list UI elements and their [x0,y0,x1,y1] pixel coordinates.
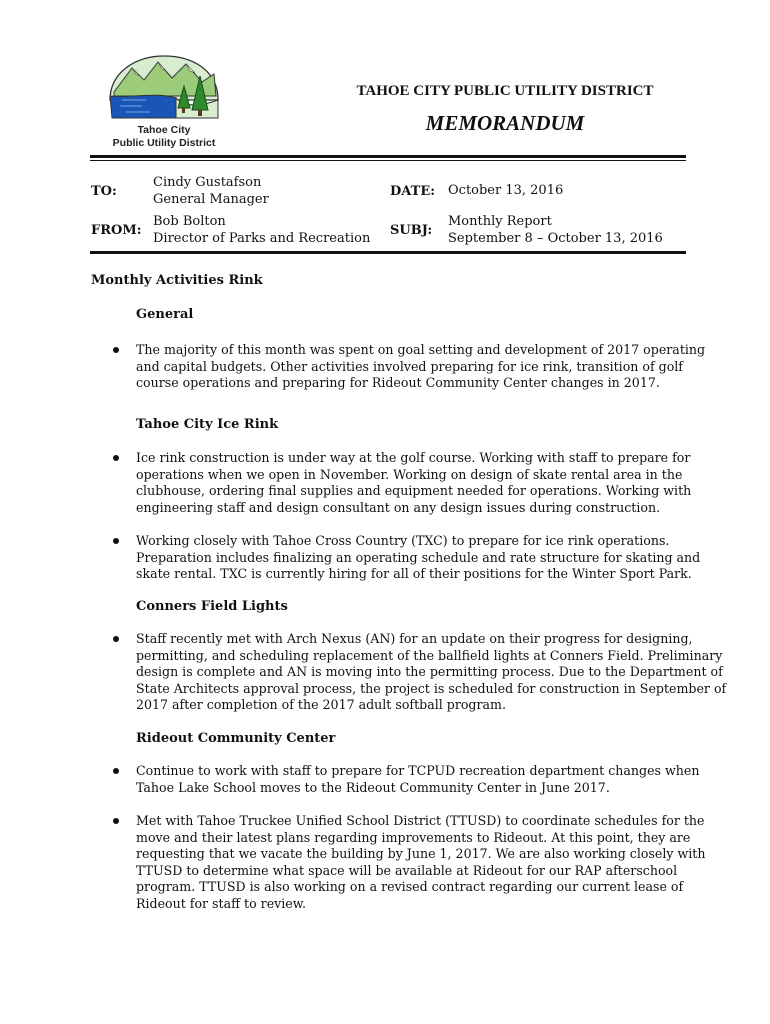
conners-heading: Conners Field Lights [136,599,288,614]
text-line: Rideout for staff to review. [136,895,307,911]
text-line: Continue to work with staff to prepare for TCPUD recreation department changes when [136,763,700,778]
from-name: Bob Bolton [153,214,226,229]
ice-rink-bullet-2 [136,533,701,583]
text-line: clubhouse, ordering final supplies and equipment needed for operations. Working with [136,483,692,499]
bullet-icon [113,636,119,642]
bullet-icon [113,538,119,544]
text-line: Preparation includes finalizing an operating schedule and rate structure for skating and [136,549,701,565]
ice-rink-heading: Tahoe City Ice Rink [136,417,279,432]
text-line: The majority of this month was spent on goal setting and development of 2017 operating [136,342,706,357]
org-name: TAHOE CITY PUBLIC UTILITY DISTRICT [356,83,654,99]
to-title: General Manager [153,191,269,207]
text-line: design is complete and AN is moving into the permitting process. Due to the Department of [136,664,723,680]
mountain-lake-logo-icon [106,52,222,124]
text-line: TTUSD to determine what space will be available at Rideout for our RAP afterschool [136,862,678,878]
ice-rink-bullet-1 [136,450,692,516]
text-line: Working closely with Tahoe Cross Country (TXC) to prepare for ice rink operations. [136,533,670,548]
text-line: course operations and preparing for Rideout Community Center changes in 2017. [136,375,660,391]
text-line: Tahoe Lake School moves to the Rideout Community Center in June 2017. [136,779,610,795]
rideout-bullet-1 [136,763,700,796]
bullet-icon [113,818,119,824]
rideout-heading: Rideout Community Center [136,731,336,746]
text-line: permitting, and scheduling replacement of the ballfield lights at Conners Field. Preliminary [136,647,723,663]
text-line: operations when we open in November. Working on design of skate rental area in the [136,466,683,482]
text-line: requesting that we vacate the building by June 1, 2017. We are also working closely with [136,846,706,862]
date-label: DATE: [390,184,436,199]
text-line: 2017 after completion of the 2017 adult softball program. [136,697,506,713]
general-heading: General [136,307,194,322]
logo-line1: Tahoe City [137,124,191,136]
text-line: and capital budgets. Other activities involved preparing for ice rink, transition of golf [136,358,683,374]
logo-line2: Public Utility District [112,137,216,149]
rideout-bullet-2 [136,813,706,913]
to-value [153,175,269,208]
subj-line1: Monthly Report [448,214,552,229]
text-line: Met with Tahoe Truckee Unified School District (TTUSD) to coordinate schedules for the [136,813,705,828]
header-rule-top [90,155,686,158]
from-title: Director of Parks and Recreation [153,230,371,246]
text-line: engineering staff and design consultant on any design issues during construction. [136,499,661,515]
text-line: program. TTUSD is also working on a revised contract regarding our current lease of [136,879,684,895]
memo-title: MEMORANDUM [425,111,585,135]
district-logo [100,52,228,152]
section-title: Monthly Activities Rink [91,273,263,288]
general-bullet-1 [136,342,706,392]
bullet-icon [113,347,119,353]
subj-label: SUBJ: [390,223,433,238]
date-value: October 13, 2016 [448,183,564,198]
text-line: State Architects approval process, the project is scheduled for construction in September of [136,680,727,696]
conners-bullet-1 [136,631,727,714]
text-line: Staff recently met with Arch Nexus (AN) for an update on their progress for designing, [136,631,693,646]
from-label: FROM: [91,223,142,238]
text-line: skate rental. TXC is currently hiring for all of their positions for the Winter Sport Park. [136,566,692,582]
to-label: TO: [91,184,117,199]
subj-value [448,214,663,247]
from-value [153,214,370,247]
text-line: move and their latest plans regarding improvements to Rideout. At this point, they are [136,829,691,845]
to-name: Cindy Gustafson [153,175,262,190]
bullet-icon [113,768,119,774]
bullet-icon [113,455,119,461]
text-line: Ice rink construction is under way at the golf course. Working with staff to prepare for [136,450,691,465]
subj-line2: September 8 – October 13, 2016 [448,230,663,246]
header-rule-bottom [90,251,686,254]
header-rule-top-thin [90,160,686,161]
